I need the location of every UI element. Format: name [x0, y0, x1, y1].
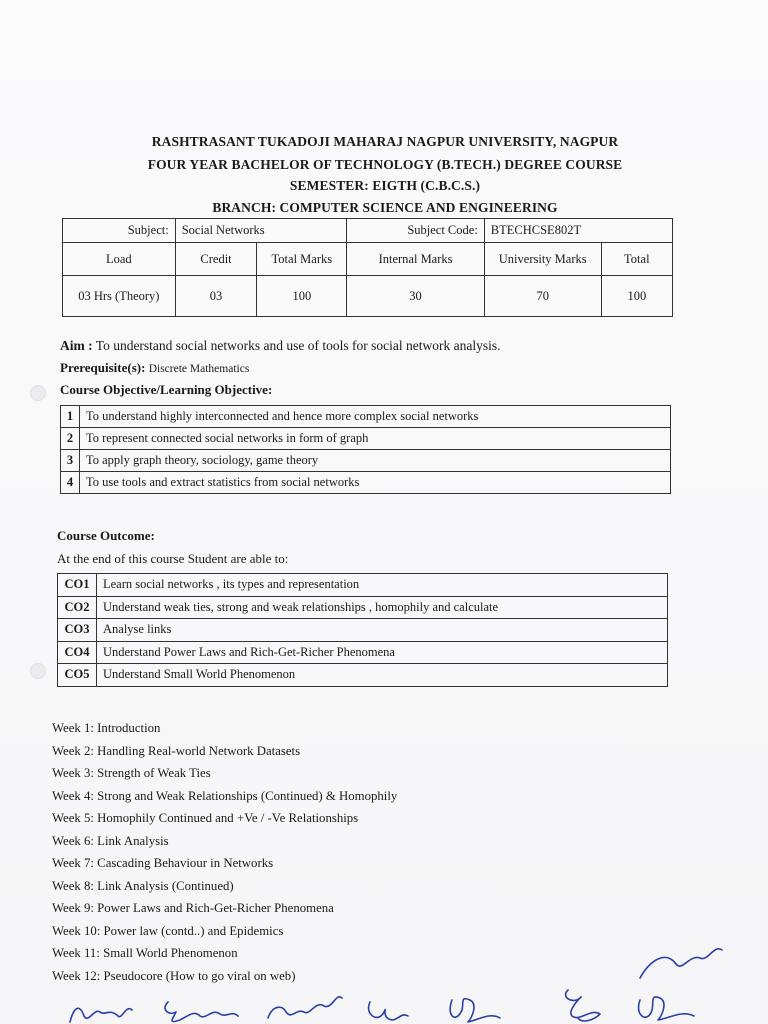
- prerequisite: [60, 360, 249, 376]
- outcome-code: CO1: [58, 574, 97, 597]
- table-row: [61, 428, 671, 450]
- objective-number: 1: [61, 406, 80, 428]
- list-item: Week 12: Pseudocore (How to go viral on web): [52, 968, 296, 983]
- value-credit: 03: [175, 276, 257, 317]
- header-internal-marks: Internal Marks: [347, 243, 485, 276]
- list-item: Week 8: Link Analysis (Continued): [52, 878, 234, 893]
- objective-number: 2: [61, 428, 80, 450]
- header-total-marks: Total Marks: [257, 243, 347, 276]
- outcome-code: CO4: [58, 641, 97, 664]
- outcome-text: Understand Small World Phenomenon: [97, 664, 668, 687]
- outcome-code: CO5: [58, 664, 97, 687]
- objective-number: 3: [61, 450, 80, 472]
- list-item: Week 10: Power law (contd..) and Epidemics: [52, 923, 284, 938]
- outcome-code: CO3: [58, 619, 97, 642]
- outcome-text: Learn social networks , its types and representation: [97, 574, 668, 597]
- aim: [60, 338, 500, 354]
- header-load: Load: [63, 243, 176, 276]
- value-internal-marks: 30: [347, 276, 485, 317]
- table-row: [58, 619, 668, 642]
- outcome-code: CO2: [58, 596, 97, 619]
- aim-text: To understand social networks and use of tools for social network analysis.: [95, 338, 501, 353]
- semester: SEMESTER: EIGTH (C.B.C.S.): [289, 178, 481, 193]
- table-row: [61, 450, 671, 472]
- objectives-title: Course Objective/Learning Objective:: [60, 382, 273, 397]
- outcomes-title: Course Outcome:: [57, 528, 155, 543]
- outcomes-intro: At the end of this course Student are able to:: [57, 551, 289, 566]
- table-row: [58, 574, 668, 597]
- list-item: Week 4: Strong and Weak Relationships (Continued) & Homophily: [52, 788, 398, 803]
- punch-hole: [30, 385, 46, 401]
- subject-code-value: BTECHCSE802T: [484, 219, 672, 243]
- list-item: Week 7: Cascading Behaviour in Networks: [52, 856, 274, 870]
- list-item: Week 2: Handling Real-world Network Datasets: [52, 743, 301, 758]
- table-row: [58, 664, 668, 687]
- branch: BRANCH: COMPUTER SCIENCE AND ENGINEERING: [212, 200, 558, 215]
- header-total: Total: [601, 243, 672, 276]
- subject-code-label: Subject Code:: [347, 219, 485, 243]
- list-item: Week 3: Strength of Weak Ties: [52, 766, 211, 780]
- header-university-marks: University Marks: [484, 243, 601, 276]
- aim-label: Aim :: [60, 338, 93, 353]
- outcome-text: Understand weak ties, strong and weak relationships , homophily and calculate: [97, 596, 668, 619]
- subject-value: Social Networks: [175, 219, 347, 243]
- course-name: FOUR YEAR BACHELOR OF TECHNOLOGY (B.TECH.) DEGREE COURSE: [147, 157, 623, 172]
- list-item: Week 11: Small World Phenomenon: [52, 946, 238, 960]
- signatures: [0, 920, 768, 1024]
- subject-label: Subject:: [63, 219, 176, 243]
- prerequisite-text: Discrete Mathematics: [148, 363, 250, 375]
- objective-number: 4: [61, 472, 80, 494]
- value-university-marks: 70: [484, 276, 601, 317]
- university-name: RASHTRASANT TUKADOJI MAHARAJ NAGPUR UNIVERSITY, NAGPUR: [151, 134, 619, 149]
- table-row: [58, 641, 668, 664]
- objective-text: To understand highly interconnected and hence more complex social networks: [80, 406, 671, 428]
- outcomes-table: [57, 573, 668, 687]
- punch-hole: [30, 663, 46, 679]
- header-credit: Credit: [175, 243, 257, 276]
- table-row: [58, 596, 668, 619]
- table-row: [61, 472, 671, 494]
- outcome-text: Analyse links: [97, 619, 668, 642]
- outcome-text: Understand Power Laws and Rich-Get-Richer Phenomena: [97, 641, 668, 664]
- table-row: [61, 406, 671, 428]
- objective-text: To represent connected social networks in form of graph: [80, 428, 671, 450]
- objective-text: To apply graph theory, sociology, game theory: [80, 450, 671, 472]
- objective-text: To use tools and extract statistics from social networks: [80, 472, 671, 494]
- subject-table: [62, 218, 673, 317]
- list-item: Week 5: Homophily Continued and +Ve / -Ve Relationships: [52, 811, 359, 825]
- signature-ink: [70, 949, 722, 1022]
- list-item: Week 6: Link Analysis: [52, 833, 169, 848]
- list-item: Week 1: Introduction: [52, 721, 161, 735]
- value-total: 100: [601, 276, 672, 317]
- value-load: 03 Hrs (Theory): [63, 276, 176, 317]
- list-item: Week 9: Power Laws and Rich-Get-Richer Phenomena: [52, 901, 334, 915]
- value-total-marks: 100: [257, 276, 347, 317]
- objectives-table: [60, 405, 671, 494]
- prerequisite-label: Prerequisite(s):: [60, 360, 146, 375]
